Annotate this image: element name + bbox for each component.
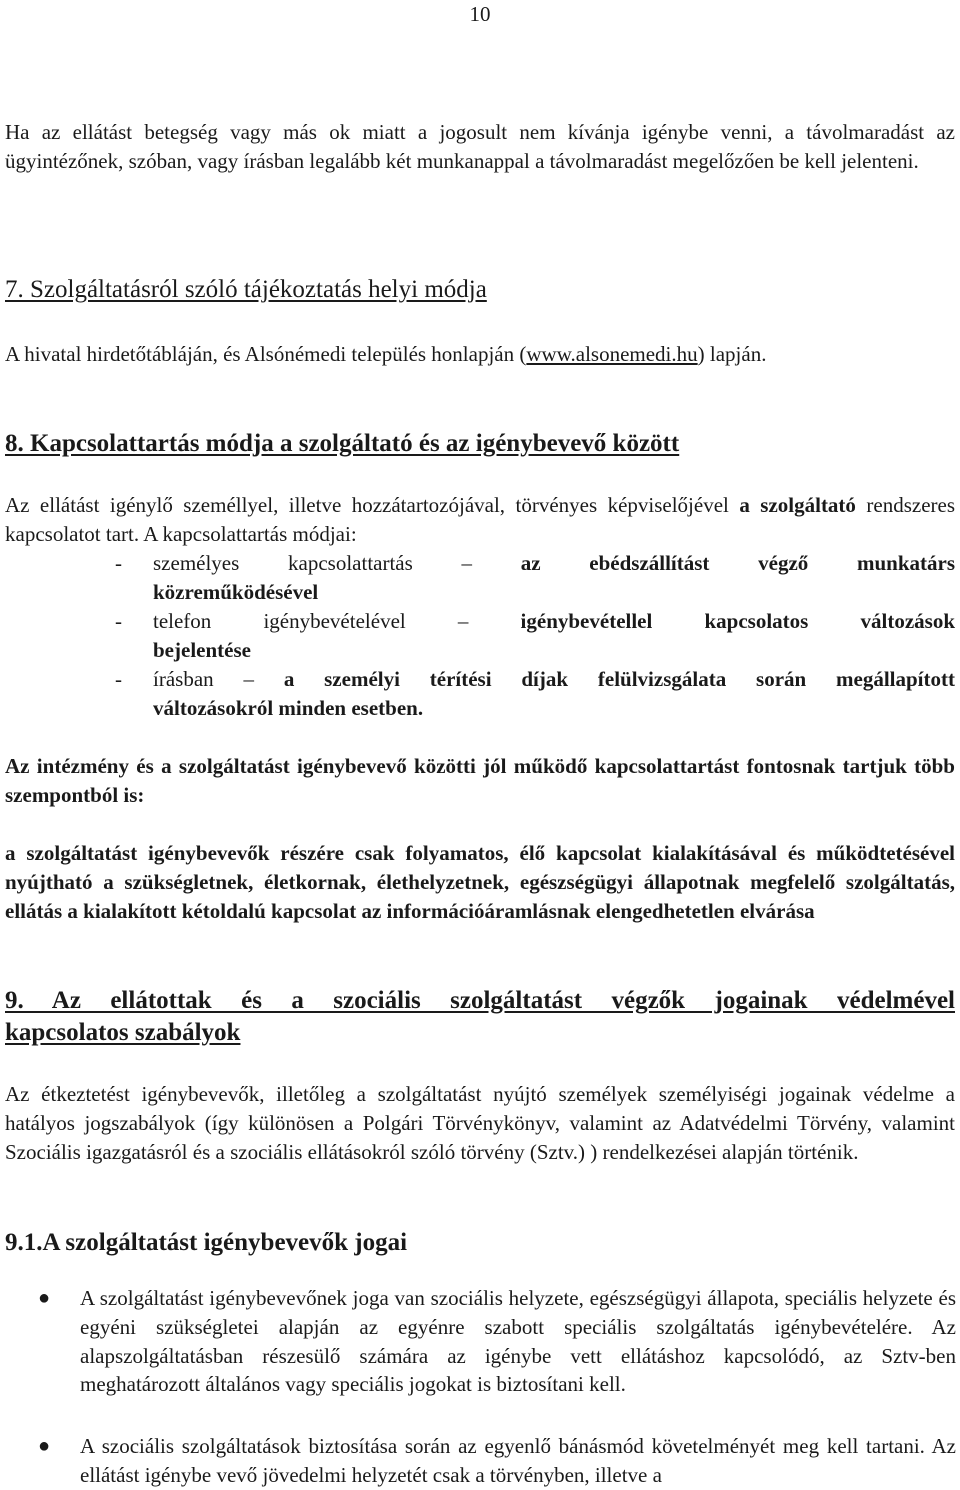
section-8-bold-paragraph-2: a szolgáltatást igénybevevők részére csak folyamatos, élő kapcsolat kialakításával és működtetésével nyújtható a szükségletnek, életkornak, élethelyzetnek, egészségügyi állapotnak megfelelő szolgáltatás, ellátás a kialakított kétoldalú kapcsolat az információáramlásnak elengedhetetlen elvárása [5,841,955,923]
rights-bullet-1: A szolgáltatást igénybevevőnek joga van szociális helyzete, egészségügyi állapota, speciális helyzete és egyéni szükségletei alapján az egyénre szabott speciális szolgáltatás igénybevételére. Az alapszolgáltatásban részesülő számára az igénybe vett ellátáshoz kapcsolódó, az Sztv-ben meghatározott általános vagy speciális jogokat is biztosítani kell. [80,1286,956,1397]
section-8-bold-provider: a szolgáltató [739,493,856,517]
section-9-1-heading: 9.1.A szolgáltatást igénybevevők jogai [5,1229,408,1256]
section-8-heading: 8. Kapcsolattartás módja a szolgáltató és az igénybevevő között [5,430,680,457]
bullet-icon: ● [38,1287,51,1309]
section-7-text-before: A hivatal hirdetőtábláján, és Alsónémedi település honlapján ( [5,342,527,366]
section-7-text [5,340,955,369]
section-8-paragraph: Az ellátást igénylő személlyel, illetve hozzátartozójával, törvényes képviselőjével a szolgáltató rendszeres kapcsolatot tart. A kapcsolattartás módjai: [5,493,956,546]
page-number: 10 [469,2,491,26]
website-link[interactable]: www.alsonemedi.hu [526,342,698,366]
section-8-bold-paragraph-1: Az intézmény és a szolgáltatást igénybevevő közötti jól működő kapcsolattartást fontosnak tartjuk több szempontból is: [5,754,955,807]
section-7-heading: 7. Szolgáltatásról szóló tájékoztatás helyi módja [5,276,487,303]
bullet-icon: ● [38,1435,51,1457]
rights-bullet-2: A szociális szolgáltatások biztosítása során az egyenlő bánásmód követelményét meg kell tartani. Az ellátást igénybe vevő jövedelmi helyzetét csak a törvényben, illetve a [80,1434,956,1487]
intro-paragraph: Ha az ellátást betegség vagy más ok miatt a jogosult nem kívánja igénybe venni, a távolmaradást az ügyintézőnek, szóban, vagy írásban legalább két munkanappal a távolmaradást megelőzően be kell jelenteni. [5,120,955,173]
section-7-text-after: ) lapján. [697,342,767,366]
section-9-heading: 9. Az ellátottak és a szociális szolgáltatást végzők jogainak védelmével kapcsolatos szabályok [5,987,955,1046]
section-9-paragraph: Az étkeztetést igénybevevők, illetőleg a szolgáltatást nyújtó személyek személyiségi jogainak védelme a hatályos jogszabályok (így különösen a Polgári Törvénykönyv, valamint az Adatvédelmi Törvény, valamint Szociális igazgatásról és a szociális ellátásokról szóló törvény (Sztv.) ) rendelkezései alapján történik. [5,1082,955,1164]
